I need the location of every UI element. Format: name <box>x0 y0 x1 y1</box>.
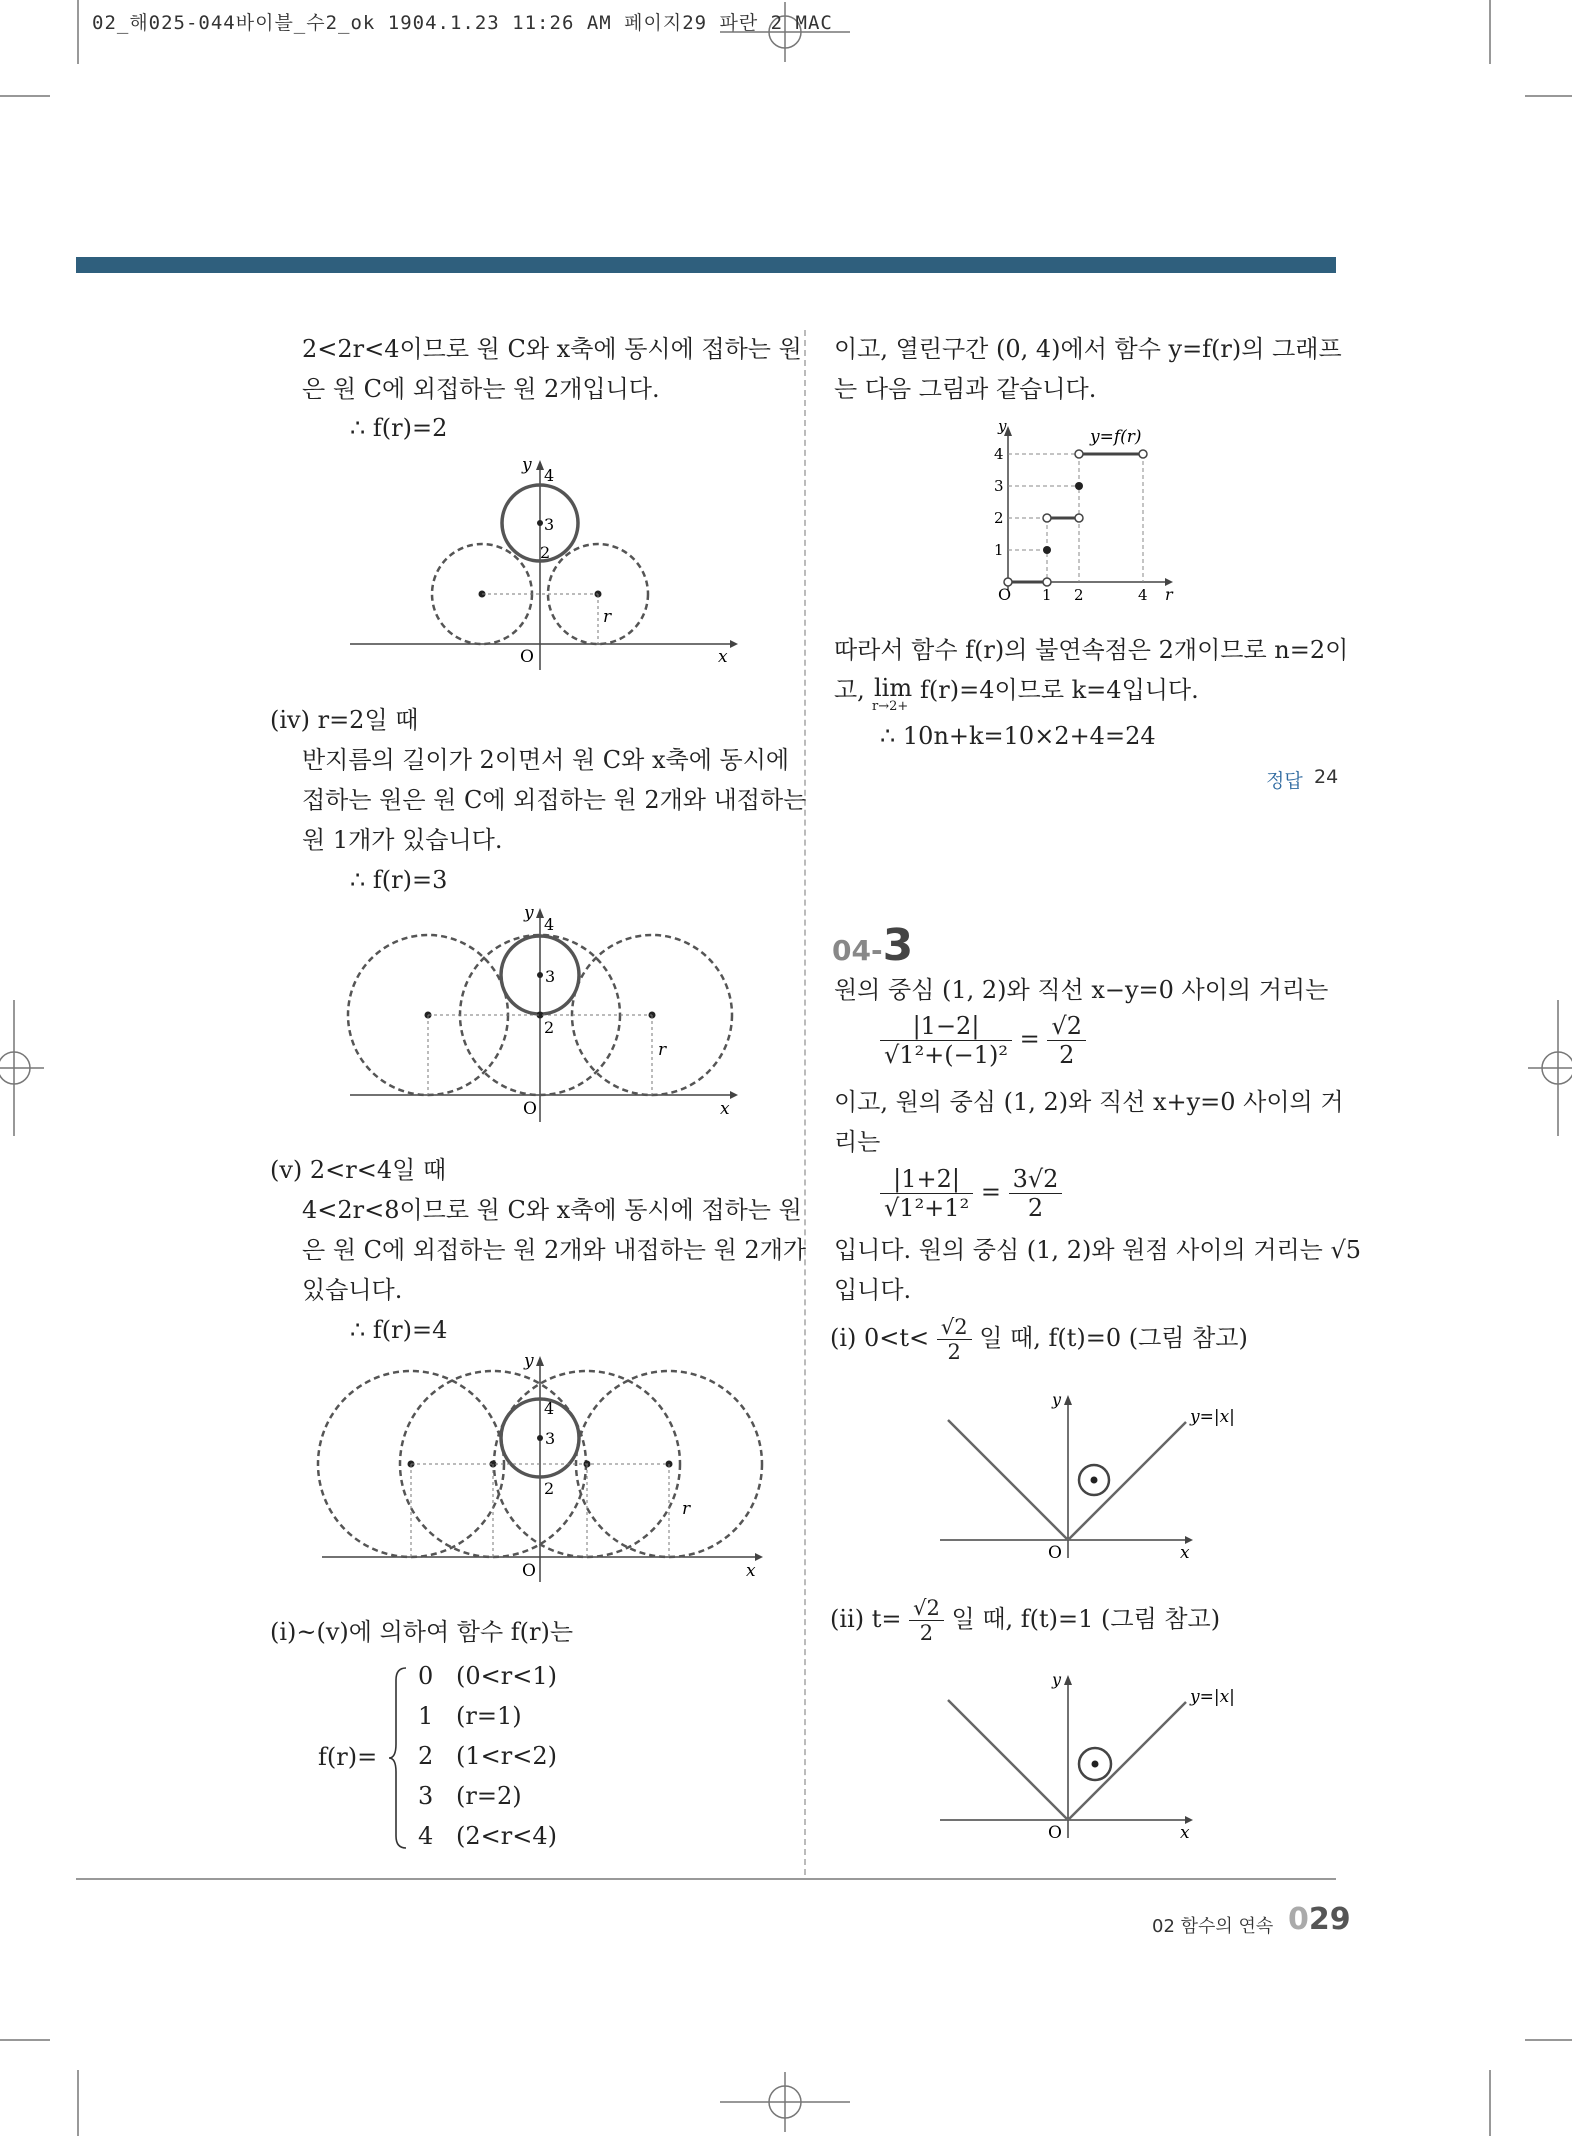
right-paragraph-line: 이고, 열린구간 (0, 4)에서 함수 y=f(r)의 그래프 <box>834 335 1342 363</box>
question-line: 입니다. 원의 중심 (1, 2)와 원점 사이의 거리는 √5 <box>834 1236 1362 1264</box>
print-slug: 02_해025-044바이블_수2_ok 1904.1.23 11:26 AM 페이지29 파란 2 MAC <box>92 12 833 34</box>
svg-text:y=f(r): y=f(r) <box>1090 427 1142 447</box>
left-paragraph-line: 은 원 C에 외접하는 원 2개입니다. <box>302 375 660 403</box>
question-line: 이고, 원의 중심 (1, 2)와 직선 x+y=0 사이의 거 <box>834 1088 1344 1116</box>
left-paragraph-line: 반지름의 길이가 2이면서 원 C와 x축에 동시에 <box>302 746 790 774</box>
svg-text:O: O <box>523 1099 537 1119</box>
right-paragraph-line: 는 다음 그림과 같습니다. <box>834 375 1097 403</box>
tick-2: 2 <box>540 543 551 562</box>
circle-figure-1 <box>340 450 740 680</box>
piece-value: 1 <box>418 1702 434 1730</box>
right-paragraph-line: 따라서 함수 f(r)의 불연속점은 2개이므로 n=2이 <box>834 636 1349 664</box>
svg-text:r: r <box>1165 585 1173 604</box>
line-y-abs-left <box>948 1700 1068 1820</box>
x-arrow <box>730 640 738 648</box>
answer-value: 24 <box>1314 766 1339 788</box>
answer-label: 정답 <box>1266 770 1303 792</box>
x-label: x <box>718 647 728 667</box>
header-band <box>76 257 1336 273</box>
center-point <box>537 520 543 526</box>
piece-condition: (2<r<4) <box>456 1822 557 1850</box>
fraction: $\frac{√2}{2}$ <box>937 1315 972 1364</box>
fraction: $\frac{3√2}{2}$ <box>1009 1165 1063 1222</box>
y-label: y <box>522 455 532 475</box>
fraction: $\frac{|1+2|}{\text{√1²+1²}}$ <box>880 1165 973 1222</box>
piecewise-lhs: f(r)= <box>318 1743 378 1771</box>
svg-text:y: y <box>1052 1670 1062 1689</box>
svg-text:r: r <box>682 1499 691 1519</box>
result-f3: ∴ f(r)=3 <box>350 866 448 894</box>
page-number: 029 <box>1288 1902 1351 1937</box>
tick-3: 3 <box>544 515 555 534</box>
svg-text:1: 1 <box>994 541 1004 559</box>
left-paragraph-line: 있습니다. <box>302 1276 403 1304</box>
distance-2: $\frac{|1+2|}{\text{√1²+1²}}$ = $\frac{3√2}{2}$ <box>880 1165 1062 1222</box>
piece-value: 4 <box>418 1822 434 1850</box>
r-label: r <box>603 607 612 627</box>
section-prefix: 04- <box>832 934 883 967</box>
svg-text:x: x <box>720 1099 730 1119</box>
svg-text:2: 2 <box>1074 586 1084 604</box>
circle-figure-2 <box>340 900 760 1130</box>
svg-text:2: 2 <box>994 509 1004 527</box>
svg-text:O: O <box>998 585 1012 604</box>
piece-value: 0 <box>418 1662 434 1690</box>
line-y-abs-left <box>948 1420 1068 1540</box>
svg-text:y: y <box>1052 1390 1062 1409</box>
svg-text:O: O <box>522 1561 536 1581</box>
left-paragraph-line: 2<2r<4이므로 원 C와 x축에 동시에 접하는 원 <box>302 335 802 363</box>
piece-condition: (0<r<1) <box>456 1662 557 1690</box>
result-f2: ∴ f(r)=2 <box>350 414 448 442</box>
svg-text:4: 4 <box>544 1399 555 1418</box>
svg-text:y=|x|: y=|x| <box>1190 1407 1235 1427</box>
case-4-title: (ⅳ) r=2일 때 <box>270 706 419 734</box>
calc-line: ∴ 10n+k=10×2+4=24 <box>880 722 1156 750</box>
svg-text:O: O <box>1048 1823 1062 1843</box>
fraction: $\frac{√2}{2}$ <box>1047 1012 1086 1069</box>
left-paragraph-line: 4<2r<8이므로 원 C와 x축에 동시에 접하는 원 <box>302 1196 802 1224</box>
distance-1: $\frac{|1-2|}{\text{√1²+(−1)²}}$ = $\frac{√2}{2}$ <box>880 1012 1086 1069</box>
lim-subscript: r→2+ <box>872 699 909 714</box>
svg-text:4: 4 <box>1138 586 1148 604</box>
left-paragraph-line: 접하는 원은 원 C에 외접하는 원 2개와 내접하는 <box>302 786 807 814</box>
case-5-title: (ⅴ) 2<r<4일 때 <box>270 1156 447 1184</box>
svg-text:y: y <box>998 418 1007 435</box>
origin-label: O <box>520 647 534 667</box>
section-heading <box>832 920 913 971</box>
svg-text:3: 3 <box>545 967 556 986</box>
line-y-abs-right <box>1068 1702 1186 1820</box>
left-paragraph-line: 원 1개가 있습니다. <box>302 826 503 854</box>
step-graph <box>980 418 1200 613</box>
question-line: 리는 <box>834 1128 881 1156</box>
section-number: 3 <box>882 920 914 971</box>
svg-text:y: y <box>524 1351 534 1371</box>
fraction: $\frac{|1-2|}{\text{√1²+(−1)²}}$ <box>880 1012 1012 1069</box>
piece-condition: (1<r<2) <box>456 1742 557 1770</box>
svg-text:1: 1 <box>1042 586 1052 604</box>
question-line: 원의 중심 (1, 2)와 직선 x−y=0 사이의 거리는 <box>834 976 1329 1004</box>
line-y-abs-right <box>1068 1422 1186 1540</box>
svg-text:3: 3 <box>545 1429 556 1448</box>
chapter-label: 02 함수의 연속 <box>1152 1916 1274 1937</box>
svg-text:2: 2 <box>544 1479 555 1498</box>
abs-graph-1 <box>940 1390 1260 1570</box>
piece-condition: (r=2) <box>456 1782 522 1810</box>
case-i-line: (ⅰ) 0<t< $\frac{√2}{2}$ 일 때, f(t)=0 (그림 참고) <box>830 1315 1248 1364</box>
svg-text:r: r <box>658 1040 667 1060</box>
svg-text:O: O <box>1048 1543 1062 1563</box>
question-line: 입니다. <box>834 1276 912 1304</box>
right-paragraph-line: 고, <box>834 676 865 704</box>
circle-figure-3 <box>310 1350 780 1590</box>
point-1-1 <box>1043 546 1051 554</box>
svg-text:y=|x|: y=|x| <box>1190 1687 1235 1707</box>
case-ii-line: (ⅱ) t= $\frac{√2}{2}$ 일 때, f(t)=1 (그림 참고) <box>830 1596 1221 1645</box>
svg-text:2: 2 <box>544 1018 555 1037</box>
y-arrow <box>536 460 544 470</box>
svg-text:4: 4 <box>544 915 555 934</box>
tick-4: 4 <box>544 466 555 485</box>
piece-value: 3 <box>418 1782 434 1810</box>
svg-text:3: 3 <box>994 477 1004 495</box>
abs-graph-2 <box>940 1670 1260 1850</box>
piece-value: 2 <box>418 1742 434 1770</box>
column-divider <box>804 330 806 1875</box>
svg-text:x: x <box>1180 1543 1190 1563</box>
svg-text:4: 4 <box>994 445 1004 463</box>
svg-text:x: x <box>1180 1823 1190 1843</box>
svg-text:x: x <box>746 1561 756 1581</box>
right-paragraph-line: f(r)=4이므로 k=4입니다. <box>920 676 1199 704</box>
point-2-3 <box>1075 482 1083 490</box>
svg-text:y: y <box>524 903 534 923</box>
lim-word: lim <box>874 674 913 702</box>
result-f4: ∴ f(r)=4 <box>350 1316 448 1344</box>
piece-condition: (r=1) <box>456 1702 522 1730</box>
left-paragraph-line: 은 원 C에 외접하는 원 2개와 내접하는 원 2개가 <box>302 1236 807 1264</box>
piecewise-brace <box>388 1664 410 1852</box>
footer-rule <box>76 1878 1336 1880</box>
summary-line: (ⅰ)~(ⅴ)에 의하여 함수 f(r)는 <box>270 1618 574 1646</box>
fraction: $\frac{√2}{2}$ <box>909 1596 944 1645</box>
